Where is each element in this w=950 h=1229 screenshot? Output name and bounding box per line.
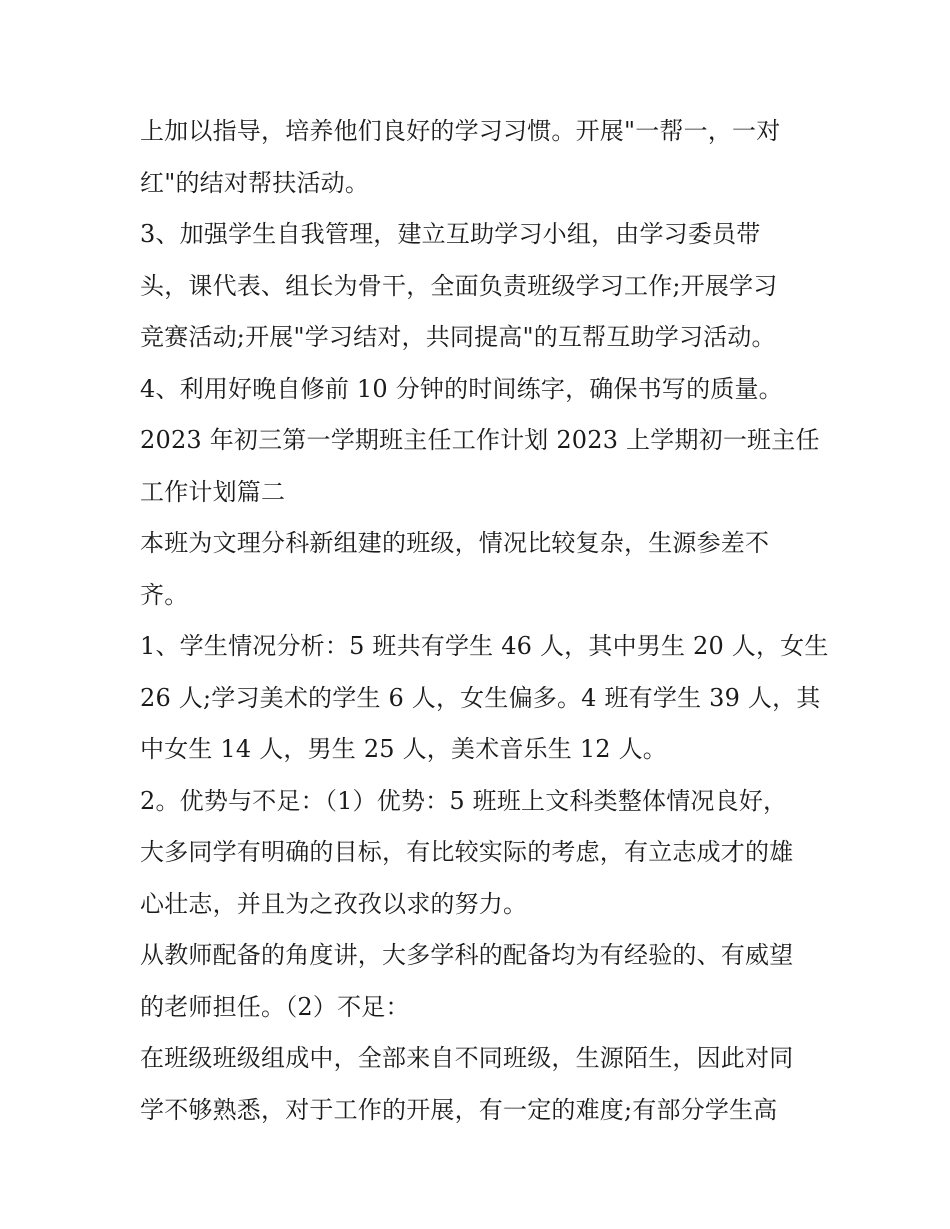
- text-line: 齐。: [140, 580, 189, 609]
- text-line: 从教师配备的角度讲，大多学科的配备均为有经验的、有威望: [140, 941, 794, 969]
- text-line: 红"的结对帮扶活动。: [140, 168, 370, 197]
- text-line: 3、加强学生自我管理，建立互助学习小组，由学习委员带: [140, 220, 761, 248]
- section-heading-line: 工作计划篇二: [140, 477, 286, 506]
- text-line: 的老师担任。（2）不足：: [140, 992, 410, 1021]
- section-heading-line: 2023 年初三第一学期班主任工作计划 2023 上学期初一班主任: [140, 426, 820, 454]
- text-line: 4、利用好晚自修前 10 分钟的时间练字，确保书写的质量。: [140, 374, 783, 403]
- text-line: 1、学生情况分析：5 班共有学生 46 人，其中男生 20 人，女生: [140, 632, 829, 660]
- text-line: 学不够熟悉，对于工作的开展，有一定的难度;有部分学生高: [140, 1095, 778, 1124]
- text-line: 心壮志，并且为之孜孜以求的努力。: [140, 889, 528, 918]
- text-line: 本班为文理分科新组建的班级，情况比较复杂，生源参差不: [140, 529, 770, 557]
- document-body: [140, 106, 830, 1136]
- text-line: 大多同学有明确的目标，有比较实际的考虑，有立志成才的雄: [140, 838, 794, 866]
- text-line: 头，课代表、组长为骨干，全面负责班级学习工作;开展学习: [140, 271, 778, 300]
- text-line: 中女生 14 人，男生 25 人，美术音乐生 12 人。: [140, 735, 667, 763]
- text-line: 上加以指导，培养他们良好的学习习惯。开展"一帮一，一对: [140, 117, 781, 145]
- text-line: 2。优势与不足：（1）优势：5 班班上文科类整体情况良好，: [140, 786, 788, 815]
- text-line: 26 人;学习美术的学生 6 人，女生偏多。4 班有学生 39 人，其: [140, 683, 821, 712]
- text-line: 竞赛活动;开展"学习结对，共同提高"的互帮互助学习活动。: [140, 323, 776, 351]
- text-line: 在班级班级组成中，全部来自不同班级，生源陌生，因此对同: [140, 1044, 794, 1072]
